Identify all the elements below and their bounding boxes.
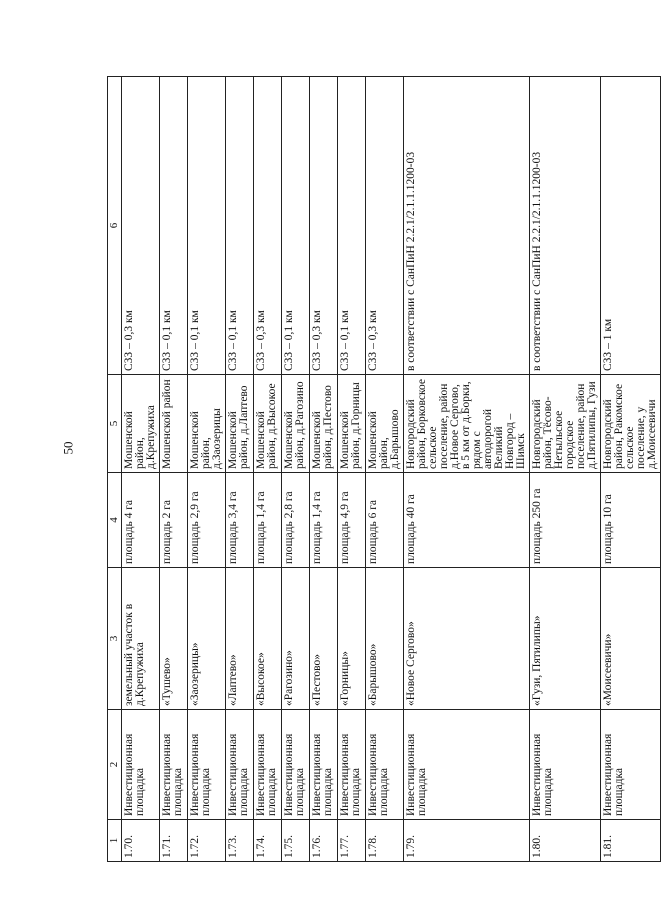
site-area: площадь 1,4 га [310, 473, 338, 568]
site-area: площадь 2,8 га [282, 473, 310, 568]
header-col-1: 1 [108, 820, 122, 862]
table-row [188, 77, 226, 862]
site-location: Мошенской район, д.Барышово [366, 375, 404, 473]
row-number: 1.72. [188, 820, 226, 862]
table-row [310, 77, 338, 862]
site-area: площадь 6 га [366, 473, 404, 568]
sanitary-zone: СЗЗ – 0,3 км [366, 77, 404, 375]
site-area: площадь 1,4 га [254, 473, 282, 568]
site-name: «Лаптево» [226, 568, 254, 710]
table-row [226, 77, 254, 862]
site-location: Мошенской район, д.Горницы [338, 375, 366, 473]
table-row [530, 77, 601, 862]
site-area: площадь 3,4 га [226, 473, 254, 568]
page-number: 50 [60, 441, 76, 455]
table-row [366, 77, 404, 862]
table-row [282, 77, 310, 862]
site-area: площадь 4 га [122, 473, 160, 568]
site-type: Инвестиционная площадка [530, 710, 601, 820]
site-name: «Гузи, Пятилипы» [530, 568, 601, 710]
site-location: Новгородский район, Тёсово-Нетыльское городское поселение, район д.Пятилипы, Гузи [530, 375, 601, 473]
site-type: Инвестиционная площадка [160, 710, 188, 820]
investment-sites-table [107, 76, 661, 862]
table-row [254, 77, 282, 862]
site-area: площадь 4,9 га [338, 473, 366, 568]
row-number: 1.70. [122, 820, 160, 862]
table-row [338, 77, 366, 862]
sanitary-zone: СЗЗ – 0,3 км [310, 77, 338, 375]
row-number: 1.81. [601, 820, 661, 862]
sanitary-zone: СЗЗ – 0,1 км [226, 77, 254, 375]
site-location: Мошенской район, д.Пестово [310, 375, 338, 473]
site-name: «Моисеевичи» [601, 568, 661, 710]
sanitary-zone: СЗЗ – 0,3 км [254, 77, 282, 375]
site-type: Инвестиционная площадка [366, 710, 404, 820]
row-number: 1.77. [338, 820, 366, 862]
site-name: «Высокое» [254, 568, 282, 710]
table-row [122, 77, 160, 862]
site-name: «Новое Сергово» [404, 568, 530, 710]
site-location: Мошенской район, д.Крепужиха [122, 375, 160, 473]
site-type: Инвестиционная площадка [310, 710, 338, 820]
site-type: Инвестиционная площадка [601, 710, 661, 820]
header-col-6: 6 [108, 77, 122, 375]
sanitary-zone: СЗЗ – 0,1 км [188, 77, 226, 375]
site-type: Инвестиционная площадка [122, 710, 160, 820]
site-location: Мошенской район, д.Заозерицы [188, 375, 226, 473]
sanitary-zone: СЗЗ – 0,1 км [282, 77, 310, 375]
site-type: Инвестиционная площадка [254, 710, 282, 820]
header-col-3: 3 [108, 568, 122, 710]
sanitary-zone: СЗЗ – 1 км [601, 77, 661, 375]
site-area: площадь 40 га [404, 473, 530, 568]
site-area: площадь 10 га [601, 473, 661, 568]
table-row [601, 77, 661, 862]
site-location: Мошенской район, д.Лаптево [226, 375, 254, 473]
site-location: Новгородский район, Борковское сельское поселение, район д.Новое Сергово, в 5 км от д.Борки, рядом с автодорогой Великий Новгород – Шимск [404, 375, 530, 473]
header-col-2: 2 [108, 710, 122, 820]
site-name: «Тушево» [160, 568, 188, 710]
row-number: 1.73. [226, 820, 254, 862]
site-area: площадь 2,9 га [188, 473, 226, 568]
header-col-4: 4 [108, 473, 122, 568]
site-type: Инвестиционная площадка [338, 710, 366, 820]
site-name: «Заозерицы» [188, 568, 226, 710]
sanitary-zone: СЗЗ – 0,3 км [122, 77, 160, 375]
site-name: «Горницы» [338, 568, 366, 710]
site-location: Мошенской район, д.Рагозино [282, 375, 310, 473]
row-number: 1.79. [404, 820, 530, 862]
site-location: Мошенской район [160, 375, 188, 473]
table-row [404, 77, 530, 862]
sanitary-zone: в соответствии с СанПиН 2.2.1/2.1.1.1200-03 [404, 77, 530, 375]
site-area: площадь 250 га [530, 473, 601, 568]
table-header-row [108, 77, 122, 862]
site-type: Инвестиционная площадка [404, 710, 530, 820]
row-number: 1.74. [254, 820, 282, 862]
site-name: земельный участок в д.Крепужиха [122, 568, 160, 710]
row-number: 1.80. [530, 820, 601, 862]
sanitary-zone: в соответствии с СанПиН 2.2.1/2.1.1.1200-03 [530, 77, 601, 375]
row-number: 1.76. [310, 820, 338, 862]
header-col-5: 5 [108, 375, 122, 473]
sanitary-zone: СЗЗ – 0,1 км [338, 77, 366, 375]
row-number: 1.71. [160, 820, 188, 862]
site-name: «Барышово» [366, 568, 404, 710]
site-type: Инвестиционная площадка [188, 710, 226, 820]
sanitary-zone: СЗЗ – 0,1 км [160, 77, 188, 375]
rotated-table-wrapper [107, 77, 658, 862]
row-number: 1.78. [366, 820, 404, 862]
site-area: площадь 2 га [160, 473, 188, 568]
site-name: «Рагозино» [282, 568, 310, 710]
site-type: Инвестиционная площадка [226, 710, 254, 820]
site-type: Инвестиционная площадка [282, 710, 310, 820]
site-location: Новгородский район, Ракомское сельское поселение, у д.Моисеевичи [601, 375, 661, 473]
site-location: Мошенской район, д.Высокое [254, 375, 282, 473]
site-name: «Пестово» [310, 568, 338, 710]
row-number: 1.75. [282, 820, 310, 862]
table-row [160, 77, 188, 862]
